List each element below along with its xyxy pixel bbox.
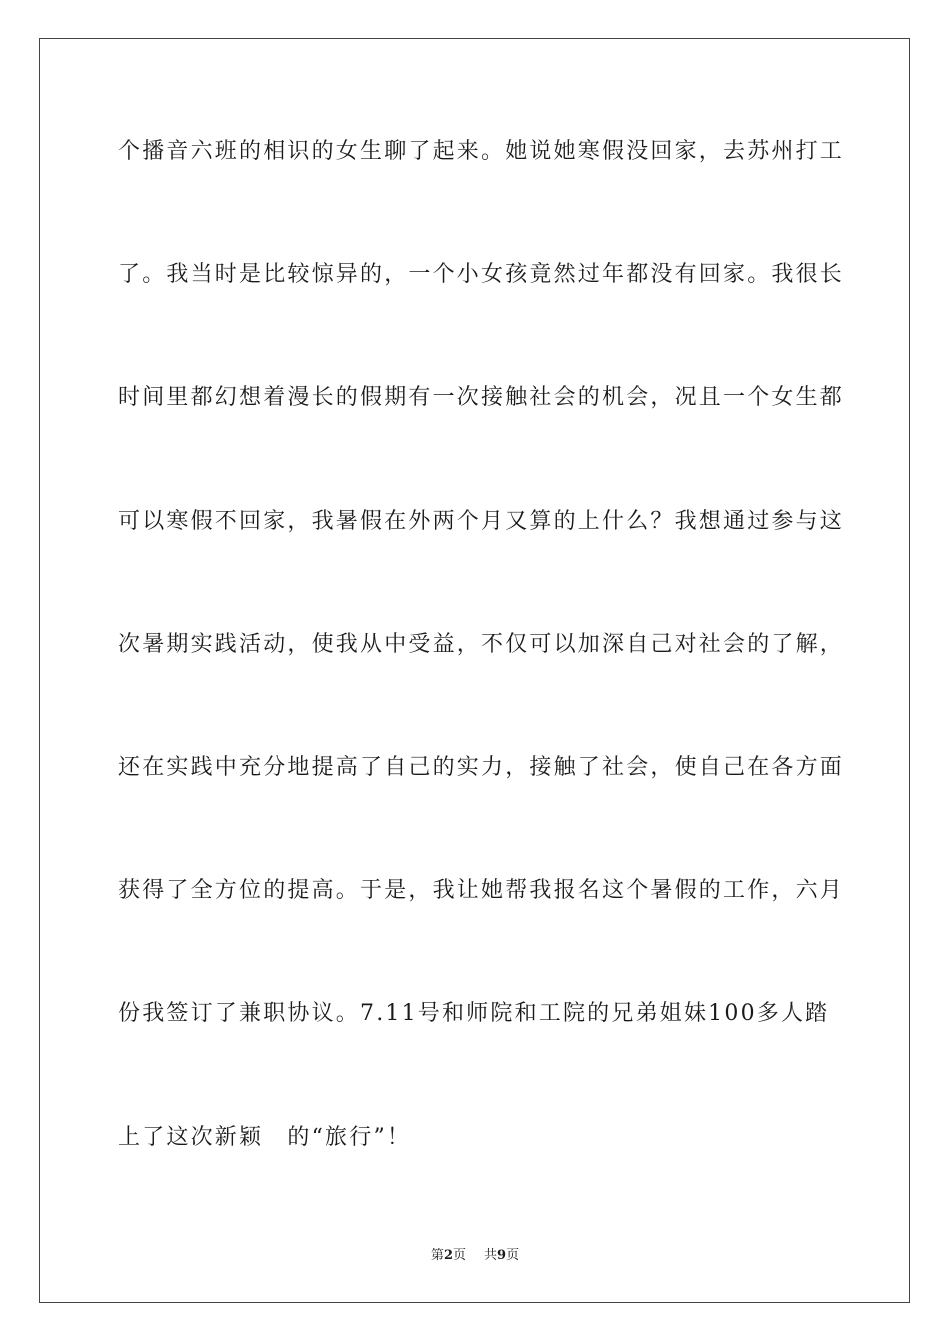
page-border [39, 38, 910, 1303]
body-text-line-6: 还在实践中充分地提高了自己的实力，接触了社会，使自己在各方面 [118, 755, 845, 780]
body-text-line-1: 个播音六班的相识的女生聊了起来。她说她寒假没回家，去苏州打工 [118, 139, 845, 164]
body-text-line-5: 次暑期实践活动，使我从中受益，不仅可以加深自己对社会的了解， [118, 632, 845, 657]
body-text-line-9: 上了这次新颖 的“旅行”！ [118, 1125, 412, 1150]
footer-page-suffix: 页 [452, 1248, 466, 1263]
footer-page-number: 2 [443, 1248, 453, 1263]
page-footer [0, 1248, 950, 1264]
body-text-line-4: 可以寒假不回家，我暑假在外两个月又算的上什么？我想通过参与这 [118, 509, 845, 534]
body-text-line-2: 了。我当时是比较惊异的，一个小女孩竟然过年都没有回家。我很长 [118, 262, 845, 287]
footer-page-prefix: 第 [430, 1248, 444, 1263]
footer-total-pages: 9 [497, 1248, 507, 1263]
body-text-line-3: 时间里都幻想着漫长的假期有一次接触社会的机会，况且一个女生都 [118, 385, 845, 410]
body-text-line-8: 份我签订了兼职协议。7.11号和师院和工院的兄弟姐妹100多人踏 [118, 1001, 830, 1026]
footer-total-suffix: 页 [506, 1248, 520, 1263]
body-text-line-7: 获得了全方位的提高。于是，我让她帮我报名这个暑假的工作，六月 [118, 878, 845, 903]
footer-total-prefix: 共 [484, 1248, 498, 1263]
